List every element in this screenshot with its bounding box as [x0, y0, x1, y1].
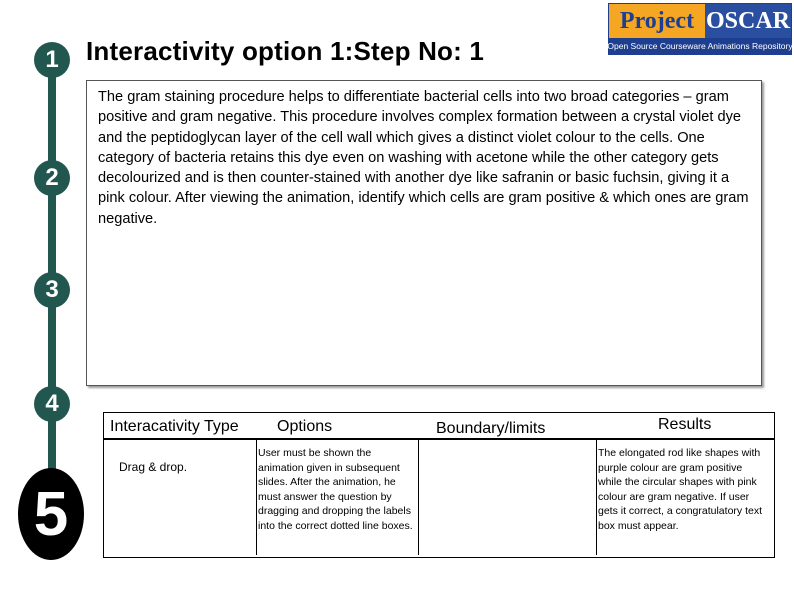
- step-1-label: 1: [45, 46, 59, 73]
- logo-word-oscar: OSCAR: [705, 4, 791, 38]
- interactivity-table: [103, 412, 775, 558]
- interactivity-type-value: Drag & drop.: [119, 460, 188, 474]
- step-2-label: 2: [45, 164, 59, 191]
- step-5-marker[interactable]: [18, 468, 84, 560]
- cell-boundary-limits: [418, 440, 597, 555]
- cell-options: [256, 440, 419, 555]
- page-title: Interactivity option 1:Step No: 1: [86, 36, 485, 66]
- cell-interactivity-type: [104, 440, 257, 555]
- step-5-label: 5: [33, 479, 69, 549]
- logo-tagline: Open Source Courseware Animations Repository: [609, 38, 791, 54]
- step-4-marker[interactable]: [34, 386, 70, 422]
- project-oscar-logo: [608, 3, 792, 55]
- results-value: The elongated rod like shapes with purple colour are gram positive while the circular shapes with pink colour are gram negative. If user gets it correct, a congratulatory text box must appear.: [598, 447, 762, 532]
- header-options: Options: [277, 418, 333, 435]
- step-3-marker[interactable]: [34, 272, 70, 308]
- description-text: The gram staining procedure helps to differentiate bacterial cells into two broad categories – gram positive and gram negative. This procedure involves complex formation between a crystal violet dye and the peptidoglycan layer of the cell wall which gives a distinct violet colour to the cells. One category of bacteria retains this dye even on washing with acetone while the other category gets decolourized and is then counter-stained with another dye like safranin or basic fuchsin, giving it a pink colour. After viewing the animation, identify which cells are gram positive & which ones are gram negative.: [98, 89, 749, 227]
- header-results: Results: [658, 416, 712, 433]
- header-boundary-limits: Boundary/limits: [436, 420, 546, 437]
- cell-results: [596, 440, 772, 555]
- logo-word-project: Project: [609, 4, 705, 38]
- step-1-marker[interactable]: [34, 42, 70, 78]
- options-value: User must be shown the animation given in subsequent slides. After the animation, he must answer the question by dragging and dropping the labels into the correct dotted line boxes.: [258, 447, 413, 532]
- header-interactivity-type: Interacativity Type: [110, 418, 239, 435]
- step-2-marker[interactable]: [34, 160, 70, 196]
- step-4-label: 4: [45, 390, 59, 417]
- step-3-label: 3: [45, 276, 59, 303]
- description-box: [86, 80, 762, 386]
